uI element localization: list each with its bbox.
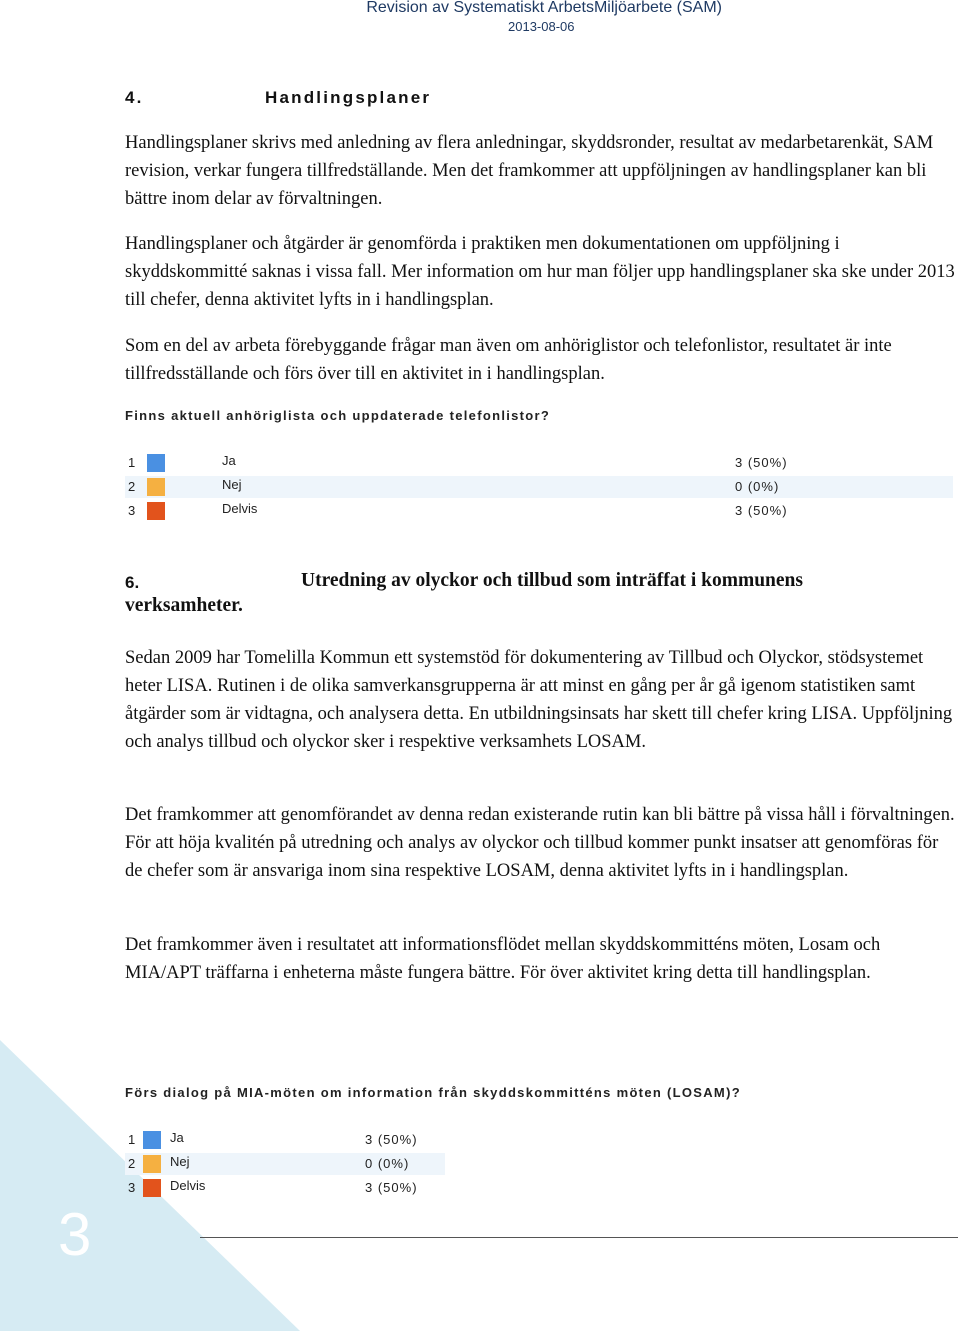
result-index: 1 bbox=[128, 455, 136, 470]
survey-2-result-row bbox=[125, 1129, 445, 1151]
section-6-title-continued: verksamheter. bbox=[125, 595, 243, 616]
delvis-color-swatch bbox=[143, 1179, 161, 1197]
footer-rule bbox=[200, 1237, 958, 1238]
ja-color-swatch bbox=[147, 454, 165, 472]
header-title: Revision av Systematiskt ArbetsMiljöarbete (SAM) bbox=[366, 0, 722, 16]
header-date: 2013-08-06 bbox=[508, 19, 575, 34]
result-label: Ja bbox=[222, 453, 236, 468]
survey-2-result-row bbox=[125, 1153, 445, 1175]
result-count: 3 (50%) bbox=[365, 1180, 418, 1195]
result-count: 0 (0%) bbox=[365, 1156, 410, 1171]
result-count: 3 (50%) bbox=[365, 1132, 418, 1147]
result-index: 2 bbox=[128, 479, 136, 494]
survey-1-result-row bbox=[125, 500, 953, 522]
delvis-color-swatch bbox=[147, 502, 165, 520]
result-label: Delvis bbox=[170, 1178, 206, 1193]
nej-color-swatch bbox=[147, 478, 165, 496]
result-index: 3 bbox=[128, 1180, 136, 1195]
result-label: Nej bbox=[170, 1154, 190, 1169]
ja-color-swatch bbox=[143, 1131, 161, 1149]
nej-color-swatch bbox=[143, 1155, 161, 1173]
result-index: 3 bbox=[128, 503, 136, 518]
survey-question-1: Finns aktuell anhöriglista och uppdaterade telefonlistor? bbox=[125, 408, 551, 423]
section-6-paragraph-3: Det framkommer även i resultatet att informationsflödet mellan skyddskommitténs möten, Losam och MIA/APT träffarna i enheterna måste fungera bättre. För över aktivitet kring detta till handlingsplan. bbox=[125, 935, 881, 983]
section-4-title: Handlingsplaner bbox=[265, 88, 432, 107]
survey-2-result-row bbox=[125, 1177, 445, 1199]
page-number: 3 bbox=[58, 1201, 92, 1268]
section-6-paragraph-2: Det framkommer att genomförandet av denna redan existerande rutin kan bli bättre på vissa håll i förvaltningen. För att höja kvalitén på utredning och analys av olyckor och tillbud kommer punkt insatser att genomföras för de chefer som är ansvariga inom sina respektive LOSAM, denna aktivitet lyfts in i handlingsplan. bbox=[125, 805, 955, 881]
survey-question-2: Förs dialog på MIA-möten om information från skyddskommitténs möten (LOSAM)? bbox=[125, 1085, 741, 1100]
survey-1-result-row bbox=[125, 452, 953, 474]
result-label: Ja bbox=[170, 1130, 184, 1145]
section-6-number: 6. bbox=[125, 573, 140, 592]
result-count: 3 (50%) bbox=[735, 503, 788, 518]
section-6-paragraph-1: Sedan 2009 har Tomelilla Kommun ett systemstöd för dokumentering av Tillbud och Olyckor, stödsystemet heter LISA. Rutinen i de olika samverkansgrupperna är att minst en gång per år gå igenom statistiken samt åtgärder som är vidtagna, och analysera detta. En utbildningsinsats har skett till chefer kring LISA. Uppföljning och analys tillbud och olyckor sker i respektive verksamhets LOSAM. bbox=[125, 648, 953, 752]
result-label: Delvis bbox=[222, 501, 258, 516]
section-6-title: Utredning av olyckor och tillbud som inträffat i kommunens bbox=[301, 570, 803, 591]
survey-1-result-row bbox=[125, 476, 953, 498]
result-count: 3 (50%) bbox=[735, 455, 788, 470]
section-4-paragraph-2: Handlingsplaner och åtgärder är genomförda i praktiken men dokumentationen om uppföljning i skyddskommitté saknas i vissa fall. Mer information om hur man följer upp handlingsplaner ska ske under 2013 till chefer, denna aktivitet lyfts in i handlingsplan. bbox=[125, 234, 955, 310]
result-index: 2 bbox=[128, 1156, 136, 1171]
result-label: Nej bbox=[222, 477, 242, 492]
section-4-paragraph-3: Som en del av arbeta förebyggande frågar man även om anhöriglistor och telefonlistor, resultatet är inte tillfredsställande och förs över till en aktivitet in i handlingsplan. bbox=[125, 336, 892, 384]
section-4-paragraph-1: Handlingsplaner skrivs med anledning av flera anledningar, skyddsronder, resultat av medarbetarenkät, SAM revision, verkar fungera tillfredställande. Men det framkommer att uppföljningen av handlingsplaner kan bli bättre inom delar av förvaltningen. bbox=[125, 133, 934, 209]
result-count: 0 (0%) bbox=[735, 479, 780, 494]
result-index: 1 bbox=[128, 1132, 136, 1147]
section-4-heading bbox=[125, 88, 431, 108]
section-4-number: 4. bbox=[125, 88, 144, 107]
